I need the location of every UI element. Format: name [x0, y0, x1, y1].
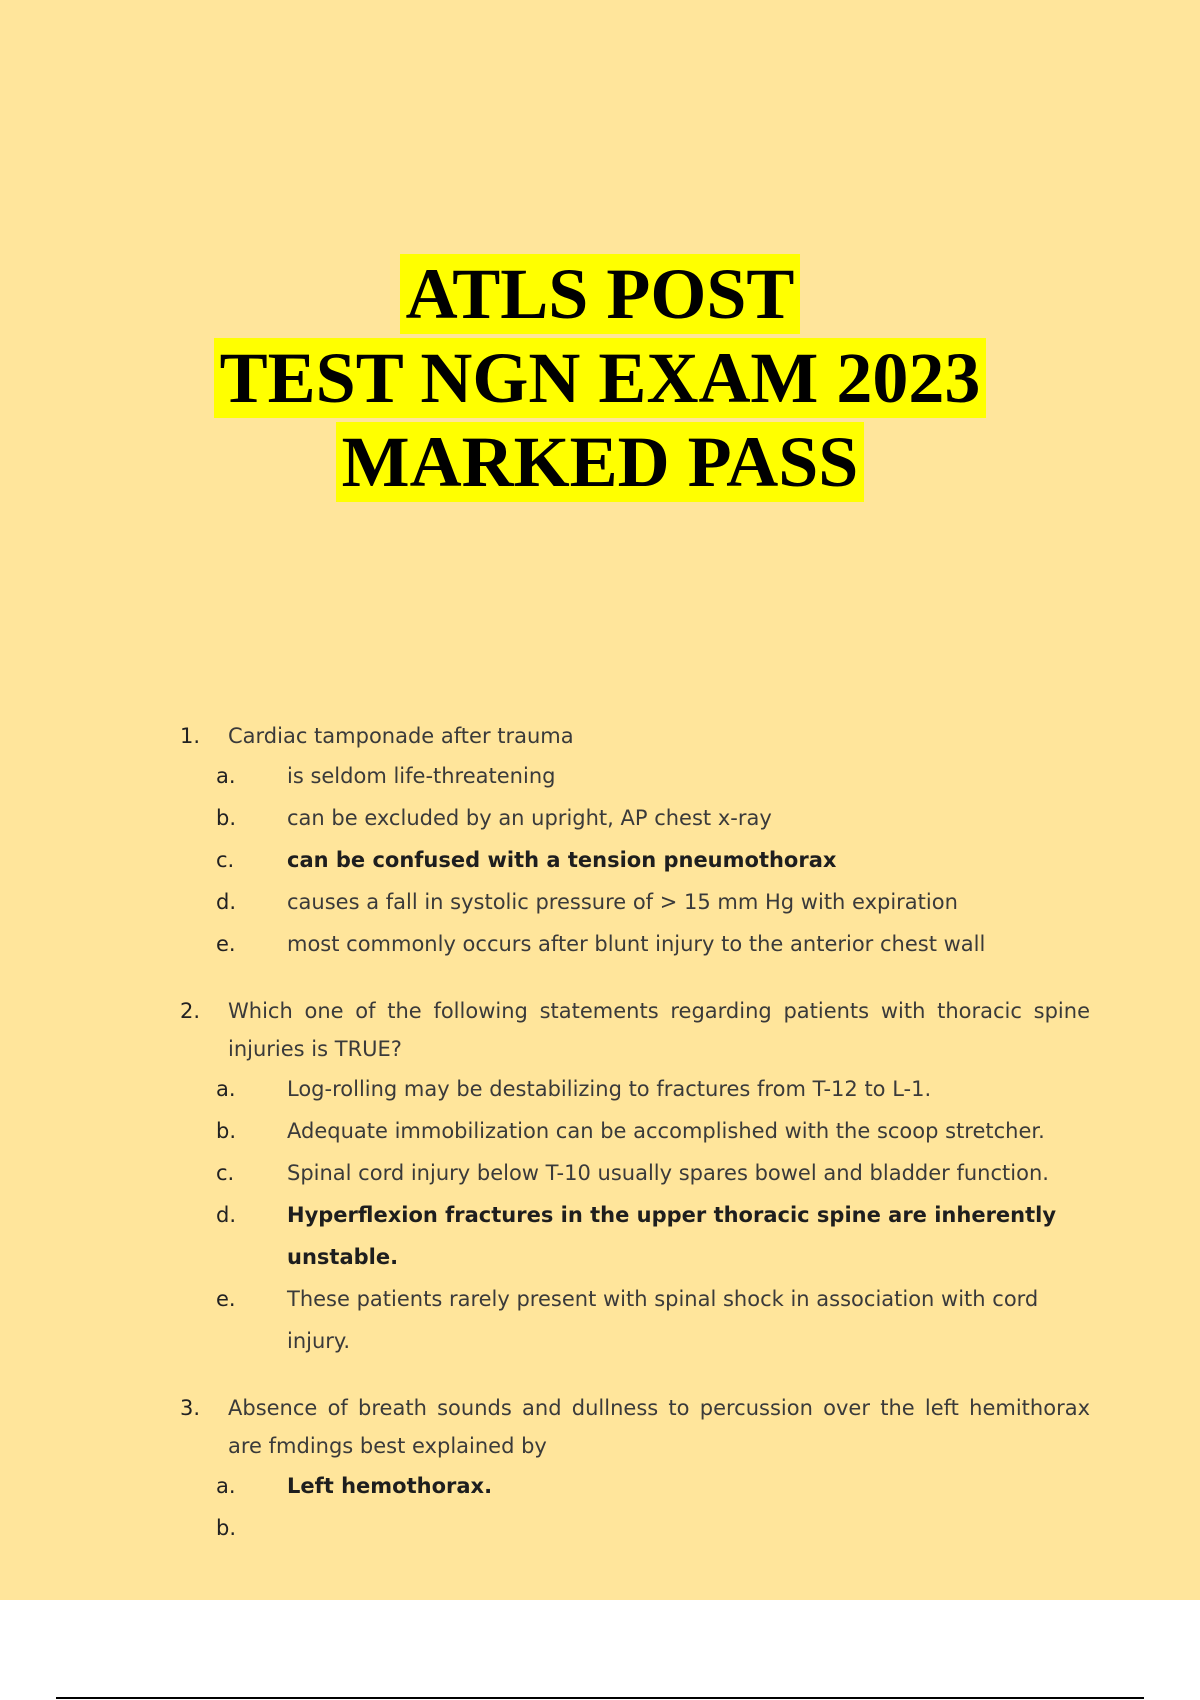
question-list [180, 717, 1090, 1576]
question-stem [180, 1389, 1090, 1465]
option-letter: b. [216, 806, 237, 830]
option-text: most commonly occurs after blunt injury to the anterior chest wall [287, 932, 986, 956]
option-text: These patients rarely present with spinal shock in association with cord injury. [287, 1287, 1039, 1353]
question-number: 2. [180, 999, 201, 1023]
question-1 [180, 717, 1090, 965]
option-letter: a. [216, 1077, 236, 1101]
title-line-1: ATLS POST [400, 254, 801, 334]
title-line-2: TEST NGN EXAM 2023 [214, 338, 987, 418]
option-text: Log-rolling may be destabilizing to fractures from T-12 to L-1. [287, 1077, 932, 1101]
footer-divider [56, 1697, 1144, 1699]
option-letter: d. [216, 1203, 237, 1227]
option-letter: b. [216, 1119, 237, 1143]
answer-option [180, 1152, 1090, 1194]
question-stem [180, 992, 1090, 1068]
question-number: 3. [180, 1396, 201, 1420]
answer-option [180, 1278, 1090, 1362]
option-letter: c. [216, 848, 235, 872]
option-text: can be excluded by an upright, AP chest x-ray [287, 806, 772, 830]
option-letter: a. [216, 1474, 236, 1498]
option-letter: b. [216, 1516, 237, 1540]
question-2 [180, 992, 1090, 1362]
answer-option [180, 1465, 1090, 1507]
question-number: 1. [180, 724, 201, 748]
option-text: Spinal cord injury below T-10 usually spares bowel and bladder function. [287, 1161, 1049, 1185]
correct-answer-text: can be confused with a tension pneumothorax [287, 848, 837, 872]
option-text [287, 1507, 1090, 1549]
title-line-3: MARKED PASS [336, 422, 865, 502]
question-text: Which one of the following statements regarding patients with thoracic spine injuries is TRUE? [228, 999, 1090, 1061]
option-text: causes a fall in systolic pressure of > 15 mm Hg with expiration [287, 890, 958, 914]
answer-option [180, 1068, 1090, 1110]
correct-answer-text: Hyperflexion fractures in the upper thoracic spine are inherently unstable. [287, 1203, 1057, 1269]
option-letter: e. [216, 932, 236, 956]
answer-option [180, 1507, 1090, 1549]
option-text: Adequate immobilization can be accomplished with the scoop stretcher. [287, 1119, 1045, 1143]
answer-option [180, 839, 1090, 881]
option-letter: c. [216, 1161, 235, 1185]
question-3 [180, 1389, 1090, 1549]
question-text: Absence of breath sounds and dullness to percussion over the left hemithorax are fmdings best explained by [228, 1396, 1090, 1458]
correct-answer-text: Left hemothorax. [287, 1474, 493, 1498]
answer-option [180, 923, 1090, 965]
option-letter: a. [216, 764, 236, 788]
document-title [0, 252, 1200, 504]
answer-option [180, 881, 1090, 923]
option-letter: e. [216, 1287, 236, 1311]
question-text: Cardiac tamponade after trauma [228, 724, 574, 748]
question-stem [180, 717, 1090, 755]
option-text: is seldom life-threatening [287, 764, 556, 788]
option-letter: d. [216, 890, 237, 914]
answer-option [180, 797, 1090, 839]
answer-option [180, 1110, 1090, 1152]
answer-option [180, 755, 1090, 797]
answer-option [180, 1194, 1090, 1278]
